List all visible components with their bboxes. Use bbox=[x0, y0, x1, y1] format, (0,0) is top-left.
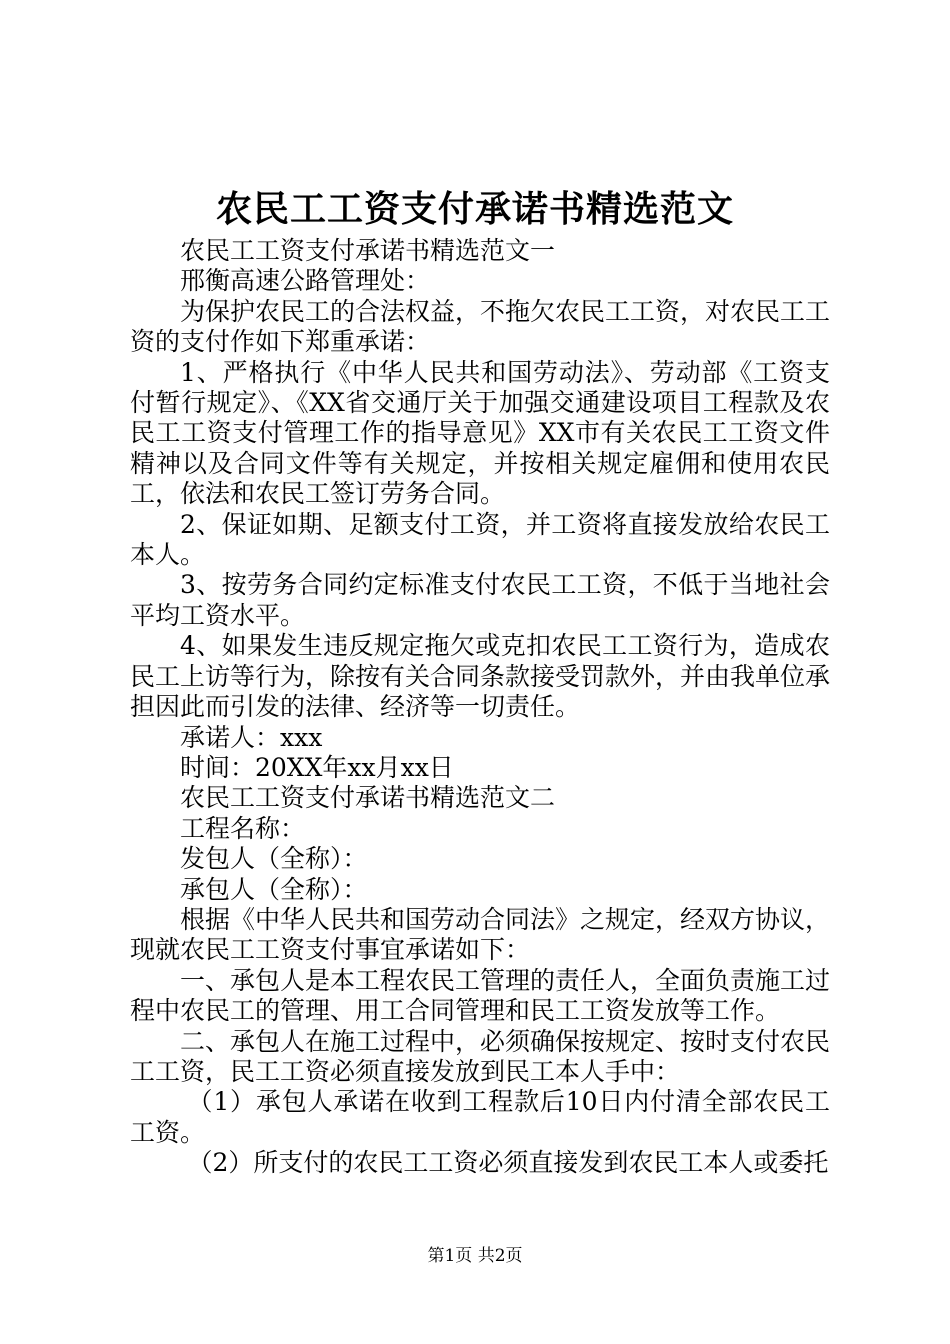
paragraph-item-1: 1、严格执行《中华人民共和国劳动法》、劳动部《工资支付暂行规定》、《XX省交通厅关于加强交通建设项目工程款及农民工工资支付管理工作的指导意见》XX市有关农民工工资文件精神以及合同文件等有关规定，并按相关规定雇佣和使用农民工，依法和农民工签订劳务合同。 bbox=[130, 357, 830, 509]
paragraph-date: 时间：20XX年xx月xx日 bbox=[180, 752, 454, 782]
paragraph-contractor: 承包人（全称）： bbox=[180, 874, 368, 904]
paragraph-intro: 为保护农民工的合法权益，不拖欠农民工工资，对农民工工资的支付作如下郑重承诺： bbox=[130, 296, 831, 357]
page-footer: 第1页 共2页 bbox=[427, 1246, 523, 1266]
paragraph-addressee: 邢衡高速公路管理处： bbox=[180, 266, 431, 296]
paragraph-heading-two: 农民工工资支付承诺书精选范文二 bbox=[180, 783, 556, 813]
paragraph-clause-two: 二、承包人在施工过程中，必须确保按规定、按时支付农民工工资，民工工资必须直接发放到民工本人手中： bbox=[130, 1026, 831, 1086]
paragraph-item-4: 4、如果发生违反规定拖欠或克扣农民工工资行为，造成农民工上访等行为，除按有关合同条款接受罚款外，并由我单位承担因此而引发的法律、经济等一切责任。 bbox=[130, 631, 831, 722]
paragraph-project-name: 工程名称： bbox=[180, 813, 306, 843]
paragraph-heading-one: 农民工工资支付承诺书精选范文一 bbox=[180, 236, 556, 265]
document-title: 农民工工资支付承诺书精选范文 bbox=[215, 188, 734, 230]
paragraph-subclause-2: （2）所支付的农民工工资必须直接发到农民工本人或委托 bbox=[187, 1148, 829, 1178]
paragraph-item-2: 2、保证如期、足额支付工资，并工资将直接发放给农民工本人。 bbox=[130, 509, 830, 570]
paragraph-employer: 发包人（全称）： bbox=[180, 844, 368, 874]
paragraph-legal-basis: 根据《中华人民共和国劳动合同法》之规定，经双方协议，现就农民工工资支付事宜承诺如下： bbox=[130, 904, 831, 965]
paragraph-clause-one: 一、承包人是本工程农民工管理的责任人，全面负责施工过程中农民工的管理、用工合同管理和民工工资发放等工作。 bbox=[130, 965, 831, 1026]
paragraph-subclause-1: （1）承包人承诺在收到工程款后10日内付清全部农民工工资。 bbox=[130, 1087, 830, 1147]
paragraph-signatory: 承诺人：xxx bbox=[180, 722, 323, 752]
paragraph-item-3: 3、按劳务合同约定标准支付农民工工资，不低于当地社会平均工资水平。 bbox=[130, 570, 830, 630]
document-body bbox=[130, 236, 830, 1179]
